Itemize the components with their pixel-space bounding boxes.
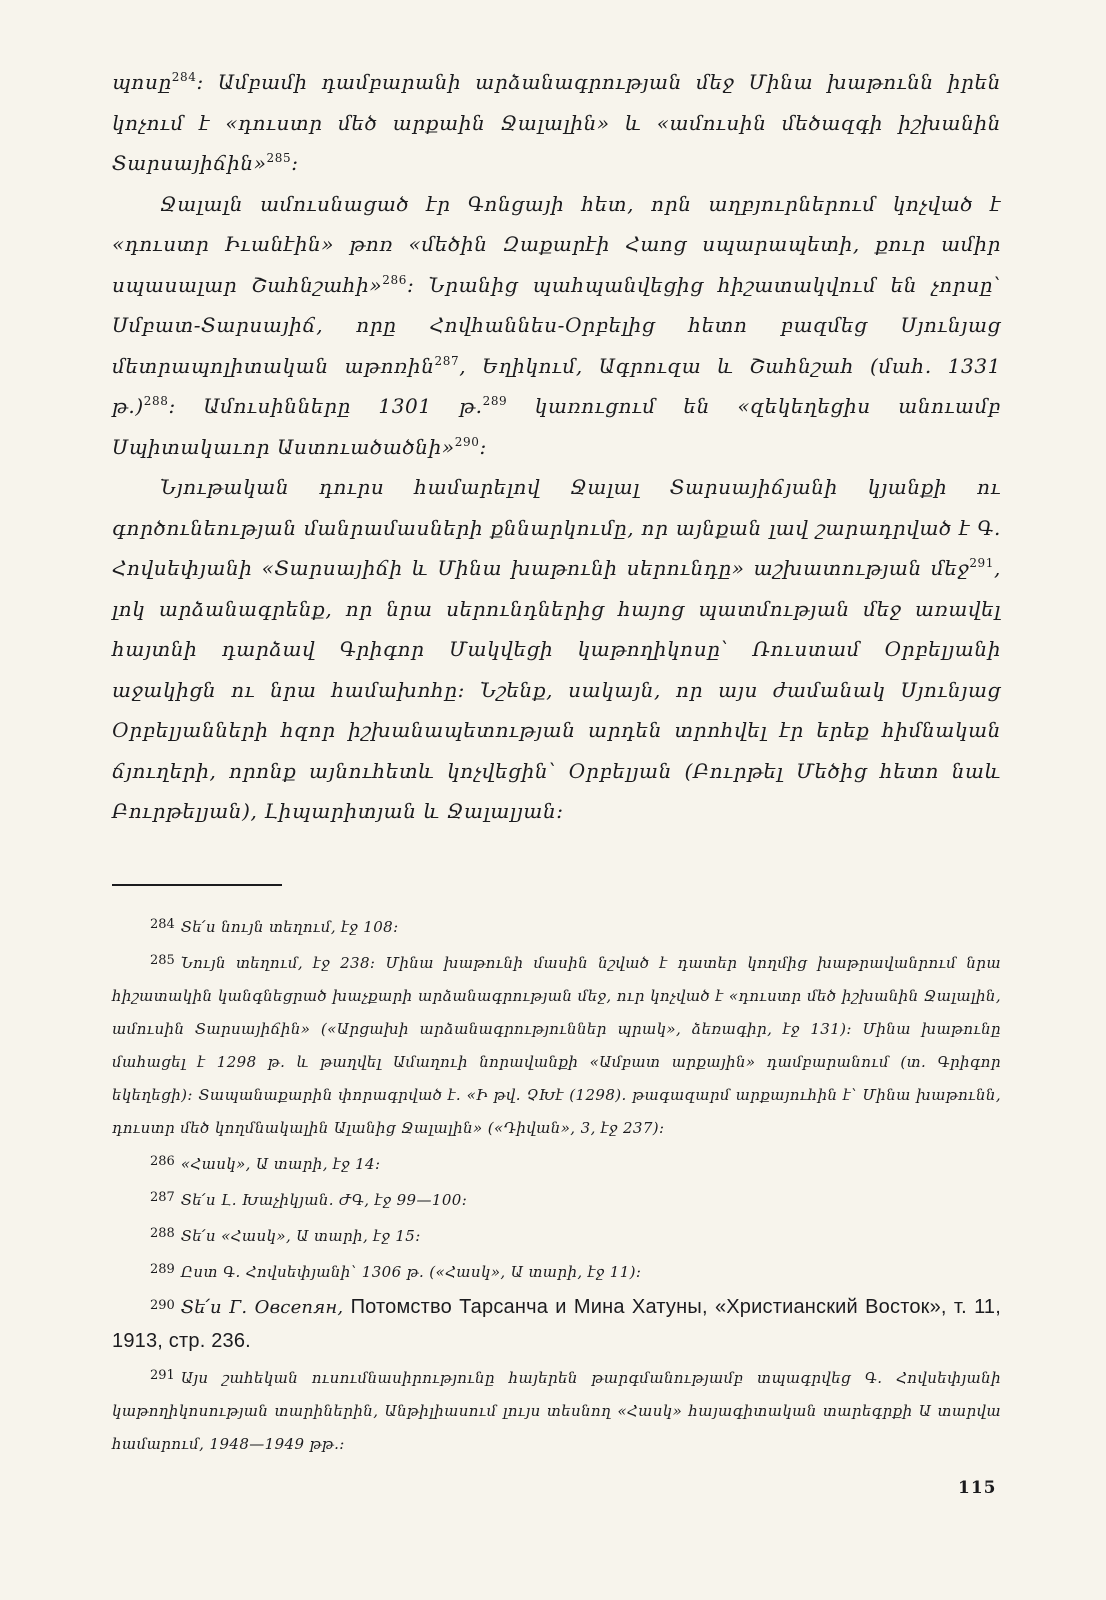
footnote-text: Այս շահեկան ուսումնասիրությունը հայերեն թարգմանությամբ տպագրվեց Գ. Հովսեփյանի կաթողիկոսության տարիներին, Անթիլիասում լույս տեսնող «Հասկ» հայագիտական տարեգրքի Ա տարվա համարում, 1948—1949 թթ.։ — [112, 1368, 1001, 1453]
footnote-number: 285 — [150, 952, 175, 968]
paragraph — [112, 184, 1001, 468]
footnote-ref[interactable]: 288 — [143, 394, 169, 408]
footnote-text-rest: Потомство Тарсанча и Мина Хатуны, «Христианский Восток», т. 11, 1913, стр. 236. — [112, 1295, 1001, 1352]
paragraph — [112, 62, 1001, 184]
footnote — [112, 1253, 1001, 1289]
paragraph-text: Նյութական դուրս համարելով Ջալալ Տարսայիճյանի կյանքի ու գործունեության մանրամասների քննարկումը, որ այնքան լավ շարադրված է Գ. Հովսեփյանի «Տարսայիճի և Մինա խաթունի սերունդը» աշխատության մեջ — [112, 475, 1001, 580]
footnote — [112, 1145, 1001, 1181]
footnotes — [112, 908, 1001, 1461]
paragraph-text: Ջալալն ամուսնացած էր Գոնցայի հետ, որն աղբյուրներում կոչված է «դուստր Իւանէին» թոռ «մեծին Զաքարէի Հաոց սպարապետի, քուր ամիր սպասալար Շահնշահի» — [112, 191, 1001, 297]
paragraph-text: ։ Ամուսինները 1301 թ. — [168, 394, 483, 418]
footnote — [112, 1217, 1001, 1253]
paragraph-text: ։ Նրանից պահպանվեցից հիշատակվում են չորսը՝ Սմբատ-Տարսայիճ, որը Հովհաննես-Օրբելից հետո բազմեց Սյունյաց մետրապոլիտական աթոռին — [112, 272, 1001, 378]
footnote-ref[interactable]: 286 — [382, 272, 407, 287]
footnote-text: Նույն տեղում, էջ 238։ Մինա խաթունի մասին նշված է դատեր կողմից խաթրավանրում նրա հիշատակին կանգնեցրած խաչքարի արձանագրության մեջ, ուր կոչված է «դուստր մեծ իշխանին Ջալալին, ամուսին Տարսայիճին» («Արցախի արձանագրություններ պրակ», ձեռագիր, էջ 131)։ Մինա խաթունը մահացել է 1298 թ. և թաղվել Ամաղուի նորավանքի «Ամբատ արքային» դամբարանում (տ. Գրիգոր եկեղեցի)։ Տապանաքարին փորագրված է. «Ի թվ. ՉԽէ (1298). թագազարմ արքայուհին է՝ Մինա խաթունն, դուստր մեծ կողմնակալին Ալանից Ջալալին» («Դիվան», 3, էջ 237)։ — [112, 953, 1001, 1137]
main-text — [112, 62, 1001, 832]
footnote-ref[interactable]: 291 — [969, 556, 995, 570]
paragraph — [112, 467, 1001, 832]
footnote-number: 290 — [150, 1297, 175, 1313]
footnote-author: Տե՛ս Г. Овсепян, — [180, 1296, 344, 1318]
footnote-ref[interactable]: 284 — [171, 70, 197, 84]
paragraph-text: , Եղիկում, Ագրուզա և Շահնշահ (մահ. 1331 թ.) — [112, 353, 1001, 418]
footnote-number: 284 — [150, 916, 175, 932]
footnote-ref[interactable]: 290 — [454, 434, 480, 449]
paragraph-text: կառուցում են «զեկեղեցիս անուամբ Սպիտակաւոր Աստուածածնի» — [112, 394, 1001, 459]
footnote — [112, 1289, 1001, 1359]
footnote-number: 291 — [150, 1367, 175, 1383]
footnote — [112, 944, 1001, 1145]
footnote — [112, 908, 1001, 944]
paragraph-text: պոսը — [112, 70, 172, 94]
footnote-number: 287 — [150, 1189, 175, 1205]
footnote-text: Տե՛ս նույն տեղում, էջ 108։ — [180, 917, 399, 936]
paragraph-text: ։ Ամբամի դամբարանի արձանագրության մեջ Մինա խաթունն իրեն կոչում է «դուստր մեծ արքաին Ջալալին» և «ամուսին մեծազգի իշխանին Տարսայիճին» — [112, 70, 1001, 175]
paragraph-text: ։ — [291, 151, 299, 175]
footnote-text — [112, 1296, 1001, 1352]
footnote-ref[interactable]: 287 — [434, 353, 460, 368]
footnote-text: Տե՛ս Լ. Խաչիկյան. ԺԳ, էջ 99—100։ — [180, 1190, 468, 1209]
paragraph-text: ։ — [479, 434, 487, 459]
footnote-ref[interactable]: 289 — [482, 394, 508, 408]
footnote-text: «Հասկ», Ա տարի, էջ 14։ — [180, 1154, 381, 1173]
footnote-number: 286 — [150, 1153, 175, 1169]
footnote-number: 289 — [150, 1261, 175, 1277]
footnote-number: 288 — [150, 1225, 175, 1241]
footnote — [112, 1181, 1001, 1217]
footnote-ref[interactable]: 285 — [266, 151, 292, 165]
footnote-text: Ըստ Գ. Հովսեփյանի՝ 1306 թ. («Հասկ», Ա տարի, էջ 11)։ — [180, 1262, 642, 1281]
paragraph-text: , լոկ արձանագրենք, որ նրա սերունդներից հայոց պատմության մեջ առավել հայտնի դարձավ Գրիգոր Մակվեցի կաթողիկոսը՝ Ռուստամ Օրբելյանի աջակիցն ու նրա համախոհը։ Նշենք, սակայն, որ այս ժամանակ Սյունյաց Օրբելյանների հզոր իշխանապետության արդեն տրոհվել էր երեք հիմնական ճյուղերի, որոնք այնուհետև կոչվեցին՝ Օրբելյան (Բուրթել Մեծից հետո նաև Բուրթելյան), Լիպարիտյան և Ջալալյան։ — [112, 556, 1001, 823]
page-number: 115 — [958, 1478, 997, 1498]
footnote-text: Տե՛ս «Հասկ», Ա տարի, էջ 15։ — [180, 1226, 421, 1245]
footnote — [112, 1359, 1001, 1461]
footnote-divider — [112, 884, 282, 886]
